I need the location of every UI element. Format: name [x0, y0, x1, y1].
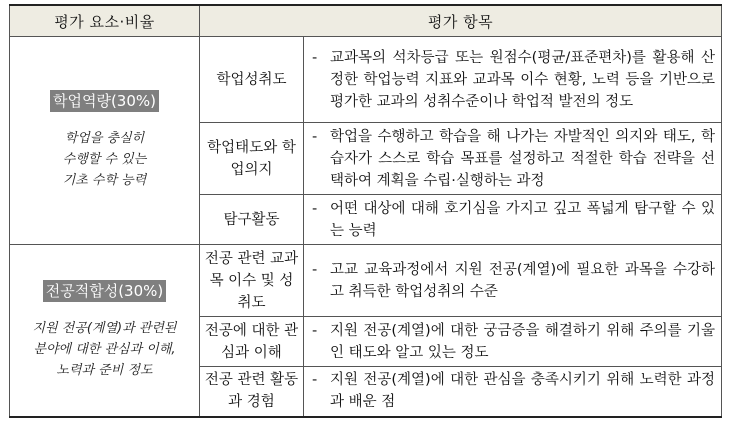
category-title: 전공적합성(30%) [43, 280, 167, 302]
bullet-dash: - [312, 128, 318, 145]
bullet-dash: - [312, 200, 318, 217]
item-description: - 교과목의 석차등급 또는 원점수(평균/표준편차)를 활용해 산정한 학업능력 지표와 교과목 이수 현황, 노력 등을 기반으로 평가한 교과의 성취수준이나 학업적 발전의 정도 [304, 37, 722, 123]
bullet-dash: - [312, 322, 318, 339]
item-name: 전공 관련 교과목 이수 및 성취도 [200, 245, 304, 317]
item-name: 학업태도와 학업의지 [200, 123, 304, 195]
table-row [10, 37, 722, 123]
header-row [10, 5, 722, 37]
item-name: 탐구활동 [200, 195, 304, 245]
evaluation-table [9, 4, 722, 418]
table-row [10, 245, 722, 317]
bullet-dash: - [312, 372, 318, 389]
item-name: 전공에 대한 관심과 이해 [200, 317, 304, 367]
item-description: - 학업을 수행하고 학습을 해 나가는 자발적인 의지와 태도, 학습자가 스스로 학습 목표를 설정하고 적절한 학습 전략을 선택하여 계획을 수립·실행하는 과정 [304, 123, 722, 195]
item-description: - 지원 전공(계열)에 대한 관심을 충족시키기 위해 노력한 과정과 배운 점 [304, 367, 722, 417]
header-element-ratio: 평가 요소·비율 [10, 5, 200, 37]
category-cell-major-fit [10, 245, 200, 417]
item-description: - 고교 교육과정에서 지원 전공(계열)에 필요한 과목을 수강하고 취득한 학업성취의 수준 [304, 245, 722, 317]
item-description: - 어떤 대상에 대해 호기심을 가지고 깊고 폭넓게 탐구할 수 있는 능력 [304, 195, 722, 245]
category-description: 학업을 충실히 수행할 수 있는 기초 수학 능력 [62, 131, 147, 188]
header-evaluation-items: 평가 항목 [200, 5, 722, 37]
item-name: 전공 관련 활동과 경험 [200, 367, 304, 417]
item-name: 학업성취도 [200, 37, 304, 123]
category-cell-academic [10, 37, 200, 245]
bullet-dash: - [312, 49, 318, 66]
item-description: - 지원 전공(계열)에 대한 궁금증을 해결하기 위해 주의를 기울인 태도와 알고 있는 정도 [304, 317, 722, 367]
category-title: 학업역량(30%) [50, 90, 159, 112]
bullet-dash: - [312, 261, 318, 278]
category-description: 지원 전공(계열)과 관련된 분야에 대한 관심과 이해, 노력과 준비 정도 [32, 320, 177, 378]
